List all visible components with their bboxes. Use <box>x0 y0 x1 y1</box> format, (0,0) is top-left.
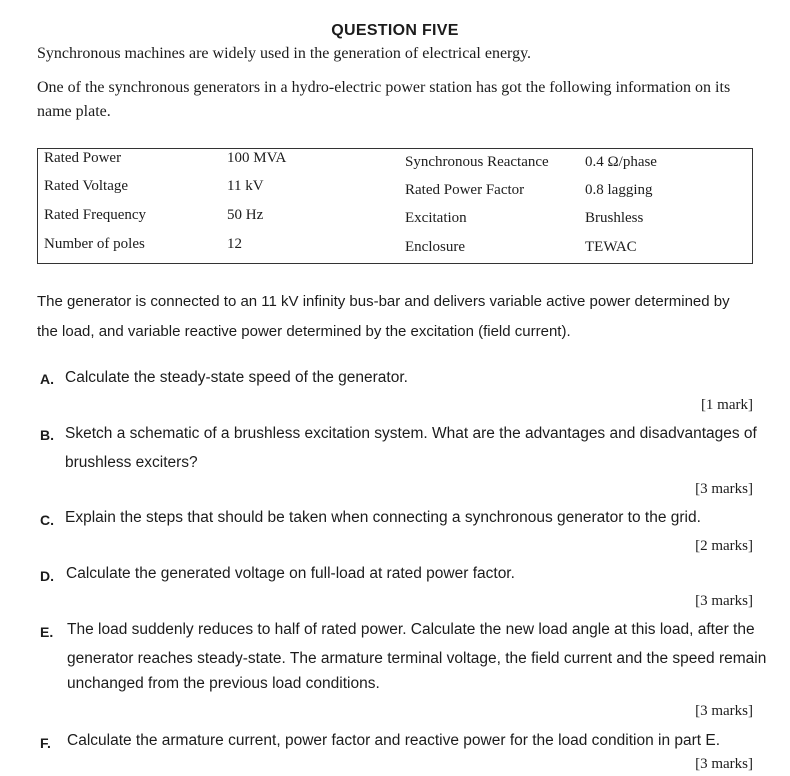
marks-label: [3 marks] <box>695 593 753 609</box>
nameplate-value: 0.4 Ω/phase <box>585 154 657 170</box>
marks-label: [3 marks] <box>695 703 753 719</box>
nameplate-value: TEWAC <box>585 239 637 255</box>
nameplate-label: Synchronous Reactance <box>405 154 549 170</box>
connection-line-1: The generator is connected to an 11 kV infinity bus-bar and delivers variable active power determined by <box>37 293 730 310</box>
nameplate-value: 0.8 lagging <box>585 182 653 198</box>
question-text: The load suddenly reduces to half of rated power. Calculate the new load angle at this load, after the <box>67 621 755 638</box>
question-text: Calculate the steady-state speed of the generator. <box>65 369 408 386</box>
nameplate-value: 12 <box>227 236 242 252</box>
question-letter: F. <box>40 735 51 751</box>
question-letter: B. <box>40 427 54 443</box>
nameplate-label: Rated Power <box>44 150 122 166</box>
nameplate-label: Rated Frequency <box>44 207 147 223</box>
intro-line-3: name plate. <box>37 103 111 120</box>
marks-label: [3 marks] <box>695 481 753 497</box>
question-letter: C. <box>40 512 54 528</box>
question-letter: D. <box>40 568 54 584</box>
question-text: Calculate the armature current, power factor and reactive power for the load condition in part E. <box>67 732 721 749</box>
nameplate-label: Rated Power Factor <box>405 182 525 198</box>
question-text: brushless exciters? <box>65 454 198 471</box>
question-letter: E. <box>40 624 54 640</box>
nameplate-value: 11 kV <box>227 178 264 194</box>
marks-label: [3 marks] <box>695 756 753 772</box>
marks-label: [2 marks] <box>695 538 753 554</box>
nameplate-value: Brushless <box>585 210 644 226</box>
nameplate-label: Rated Voltage <box>44 178 129 194</box>
nameplate-label: Enclosure <box>405 239 465 255</box>
question-text: Calculate the generated voltage on full-load at rated power factor. <box>66 565 515 582</box>
connection-line-2: the load, and variable reactive power determined by the excitation (field current). <box>37 323 571 340</box>
nameplate-value: 100 MVA <box>227 150 287 166</box>
question-text: unchanged from the previous load conditions. <box>67 675 380 692</box>
question-text: Sketch a schematic of a brushless excitation system. What are the advantages and disadvantages of <box>65 425 757 442</box>
nameplate-label: Excitation <box>405 210 467 226</box>
marks-label: [1 mark] <box>700 397 753 413</box>
question-title: QUESTION FIVE <box>331 22 459 39</box>
nameplate-table <box>37 148 753 264</box>
intro-line-1: Synchronous machines are widely used in the generation of electrical energy. <box>37 45 532 62</box>
intro-line-2: One of the synchronous generators in a hydro-electric power station has got the following information on its <box>37 79 731 96</box>
nameplate-label: Number of poles <box>44 236 145 252</box>
nameplate-value: 50 Hz <box>227 207 264 223</box>
question-text: Explain the steps that should be taken when connecting a synchronous generator to the grid. <box>65 509 701 526</box>
question-letter: A. <box>40 371 54 387</box>
question-text: generator reaches steady-state. The armature terminal voltage, the field current and the speed remain <box>67 650 767 667</box>
